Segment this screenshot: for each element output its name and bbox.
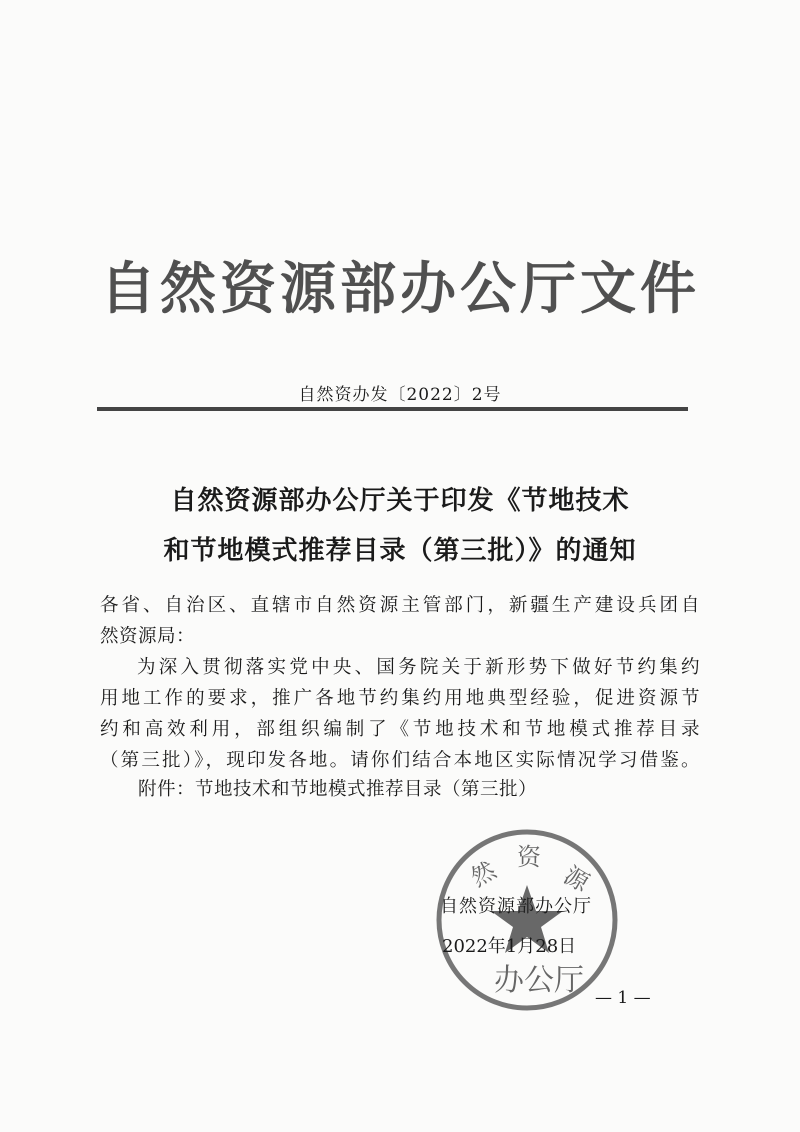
document-number: 自然资办发〔2022〕2号 xyxy=(298,385,502,405)
body-line: 用地工作的要求，推广各地节约集约用地典型经验，促进资源节 xyxy=(100,688,700,709)
notice-title-line-1: 自然资源部办公厅关于印发《节地技术 xyxy=(170,486,630,516)
body-line: 为深入贯彻落实党中央、国务院关于新形势下做好节约集约 xyxy=(137,657,700,678)
recipients-line: 然资源局： xyxy=(100,626,196,647)
page-number: — 1 — xyxy=(595,988,651,1008)
issue-date: 2022年1月28日 xyxy=(442,936,577,957)
svg-text:办公厅: 办公厅 xyxy=(494,963,584,998)
notice-body xyxy=(100,590,700,776)
body-line: 约和高效利用，部组织编制了《节地技术和节地模式推荐目录 xyxy=(100,719,700,740)
svg-text:然: 然 xyxy=(466,855,501,893)
issuer-signature: 自然资源部办公厅 xyxy=(440,896,592,917)
body-line: （第三批）》，现印发各地。请你们结合本地区实际情况学习借鉴。 xyxy=(100,750,700,771)
document-header-title: 自然资源部办公厅文件 xyxy=(100,257,700,322)
header-divider xyxy=(97,407,688,411)
official-seal xyxy=(432,825,622,1015)
recipients-line: 各省、自治区、直辖市自然资源主管部门，新疆生产建设兵团自 xyxy=(100,595,700,616)
svg-text:资: 资 xyxy=(517,843,541,871)
svg-text:源: 源 xyxy=(559,860,594,898)
attachment-line: 附件：节地技术和节地模式推荐目录（第三批） xyxy=(138,779,538,800)
notice-title-line-2: 和节地模式推荐目录（第三批）》的通知 xyxy=(163,536,637,566)
